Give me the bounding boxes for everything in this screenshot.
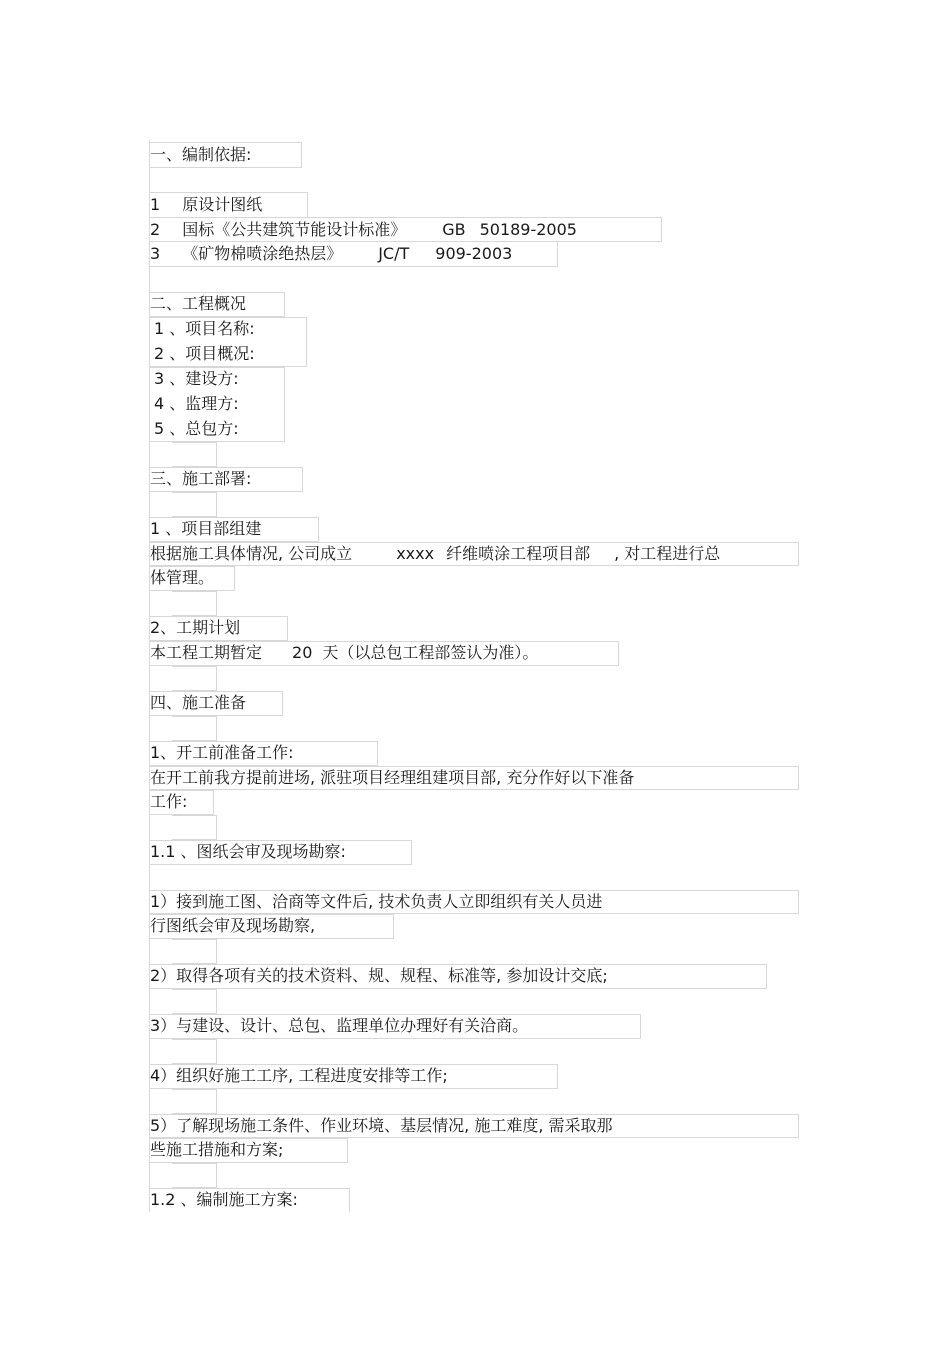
paragraph-line: 体管理。 (150, 568, 215, 587)
paragraph-line (150, 543, 720, 565)
paragraph-line: 工作: (150, 792, 188, 811)
field-box (172, 666, 217, 691)
text-run: 纤维喷涂工程项目部 (446, 544, 591, 563)
standard-number: 909-2003 (435, 244, 513, 263)
subsection-title: 1、开工前准备工作: (150, 743, 294, 762)
field-box (172, 1089, 217, 1114)
duration-value: 20 (292, 643, 313, 662)
item-number: 2 (154, 344, 165, 363)
list-item-continuation: 些施工措施和方案; (150, 1140, 284, 1159)
item-number: 3 (150, 244, 161, 263)
field-box (172, 716, 217, 741)
paragraph-line: 在开工前我方提前进场, 派驻项目经理组建项目部, 充分作好以下准备 (150, 768, 635, 787)
item-text: 、总包方: (169, 419, 239, 438)
field-box (172, 492, 217, 517)
list-item-continuation: 行图纸会审及现场勘察, (150, 916, 316, 935)
section-heading-deployment: 三、施工部署: (150, 469, 252, 488)
list-item: 4）组织好施工工序, 工程进度安排等工作; (150, 1066, 448, 1085)
section-heading-basis: 一、编制依据: (150, 145, 252, 164)
section-heading-preparation: 四、施工准备 (150, 693, 247, 712)
field-box (172, 1163, 217, 1188)
field-box (172, 989, 217, 1014)
item-text: 、建设方: (169, 369, 239, 388)
list-item: 5）了解现场施工条件、作业环境、基层情况, 施工难度, 需采取那 (150, 1116, 613, 1135)
text-run: 根据施工具体情况, 公司成立 (150, 544, 353, 563)
overview-item (154, 318, 255, 340)
subsection-title: 1 、项目部组建 (150, 519, 262, 538)
text-run: , 对工程进行总 (614, 544, 721, 563)
overview-item (154, 368, 239, 390)
text-run: xxxx (396, 544, 435, 563)
basis-item-2 (150, 219, 577, 241)
item-number: 1 (150, 195, 161, 214)
overview-item (154, 393, 239, 415)
item-text: 原设计图纸 (182, 195, 263, 214)
item-text: 、项目概况: (169, 344, 255, 363)
item-number: 4 (154, 394, 165, 413)
basis-item-1 (150, 194, 262, 216)
text-run: 本工程工期暂定 (150, 643, 263, 662)
list-item: 3）与建设、设计、总包、监理单位办理好有关洽商。 (150, 1016, 529, 1035)
standard-number: 50189-2005 (479, 220, 577, 239)
field-box (172, 1039, 217, 1064)
overview-item (154, 343, 255, 365)
item-number: 2 (150, 220, 161, 239)
item-text: 、项目名称: (169, 319, 255, 338)
overview-item (154, 418, 239, 440)
item-text: 国标《公共建筑节能设计标准》 (182, 220, 407, 239)
paragraph-line (150, 642, 538, 664)
section-heading-overview: 二、工程概况 (150, 294, 247, 313)
standard-code: JC/T (378, 244, 410, 263)
list-item: 2）取得各项有关的技术资料、规、规程、标准等, 参加设计交底; (150, 966, 608, 985)
item-number: 5 (154, 419, 165, 438)
item-number: 3 (154, 369, 165, 388)
item-text: 《矿物棉喷涂绝热层》 (182, 244, 343, 263)
subsection-title: 1.1 、图纸会审及现场勘察: (150, 842, 346, 861)
text-run: 天（以总包工程部签认为准）。 (322, 643, 539, 662)
field-box (172, 591, 217, 616)
item-number: 1 (154, 319, 165, 338)
subsection-title: 1.2 、编制施工方案: (150, 1190, 298, 1209)
field-box (172, 442, 217, 467)
list-item: 1）接到施工图、洽商等文件后, 技术负责人立即组织有关人员进 (150, 892, 603, 911)
basis-item-3 (150, 243, 512, 265)
subsection-title: 2、工期计划 (150, 618, 241, 637)
standard-code: GB (442, 220, 466, 239)
field-box (172, 815, 217, 840)
field-box (172, 939, 217, 964)
item-text: 、监理方: (169, 394, 239, 413)
